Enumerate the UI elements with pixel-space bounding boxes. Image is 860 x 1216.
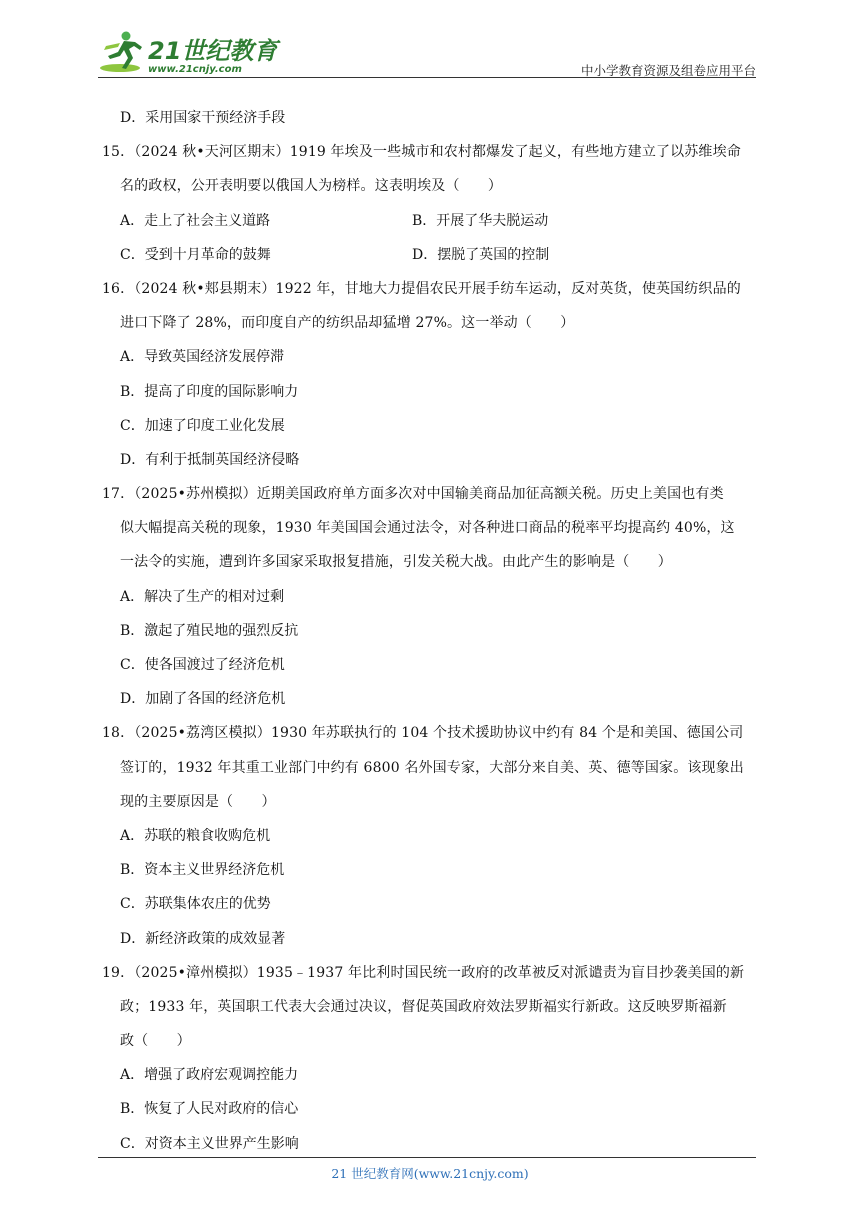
question-16 bbox=[102, 272, 762, 477]
question-stem-line: 18．（2025•荔湾区模拟）1930 年苏联执行的 104 个技术援助协议中约有 84 个是和美国、德国公司 bbox=[102, 725, 744, 742]
option-row bbox=[102, 204, 762, 238]
question-stem-line: 进口下降了 28%，而印度自产的纺织品却猛增 27%。这一举动（ ） bbox=[120, 315, 575, 332]
option-b: B．提高了印度的国际影响力 bbox=[120, 383, 299, 400]
option-a: A．走上了社会主义道路 bbox=[120, 212, 271, 229]
page-header bbox=[98, 28, 756, 78]
option-a: A．解决了生产的相对过剩 bbox=[120, 588, 285, 605]
option-c: C．对资本主义世界产生影响 bbox=[120, 1135, 299, 1152]
option-d: D．有利于抵制英国经济侵略 bbox=[120, 451, 300, 468]
question-stem-line: 政（ ） bbox=[120, 1033, 191, 1050]
question-17 bbox=[102, 477, 762, 716]
header-divider bbox=[98, 77, 756, 78]
question-stem-line: 17．（2025•苏州模拟）近期美国政府单方面多次对中国输美商品加征高额关税。历史上美国也有类 bbox=[102, 486, 724, 503]
footer-divider bbox=[98, 1157, 756, 1158]
q14-option-d: D．采用国家干预经济手段 bbox=[120, 110, 286, 126]
option-c: C．苏联集体农庄的优势 bbox=[120, 896, 271, 913]
runner-icon bbox=[100, 32, 142, 73]
question-stem-line: 政；1933 年，英国职工代表大会通过决议，督促英国政府效法罗斯福实行新政。这反映罗斯福新 bbox=[120, 998, 727, 1015]
21cnjy-logo bbox=[98, 28, 278, 78]
option-c: C．加速了印度工业化发展 bbox=[120, 417, 285, 434]
question-stem-line: 15．（2024 秋•天河区期末）1919 年埃及一些城市和农村都爆发了起义，有些地方建立了以苏维埃命 bbox=[102, 144, 741, 161]
option-b: B．激起了殖民地的强烈反抗 bbox=[120, 622, 299, 639]
option-b: B．资本主义世界经济危机 bbox=[120, 862, 285, 879]
question-19 bbox=[102, 956, 762, 1161]
question-stem-line: 名的政权，公开表明要以俄国人为榜样。这表明埃及（ ） bbox=[120, 178, 503, 195]
option-d: D．新经济政策的成效显著 bbox=[120, 930, 286, 947]
option-a: A．导致英国经济发展停滞 bbox=[120, 349, 285, 366]
platform-name: 中小学教育资源及组卷应用平台 bbox=[580, 63, 756, 78]
option-row bbox=[102, 238, 762, 272]
question-stem-line: 现的主要原因是（ ） bbox=[120, 793, 276, 810]
page-footer: 21 世纪教育网(www.21cnjy.com) bbox=[331, 1166, 529, 1181]
logo-url: www.21cnjy.com bbox=[148, 64, 242, 75]
question-stem-line: 一法令的实施，遭到许多国家采取报复措施，引发关税大战。由此产生的影响是（ ） bbox=[120, 554, 672, 571]
question-15 bbox=[102, 135, 762, 272]
option-d: D．摆脱了英国的控制 bbox=[412, 246, 550, 263]
option-a: A．苏联的粮食收购危机 bbox=[120, 827, 271, 844]
question-stem-line: 似大幅提高关税的现象，1930 年美国国会通过法令，对各种进口商品的税率平均提高约 40%，这 bbox=[120, 520, 735, 537]
option-b: B．开展了华夫脱运动 bbox=[412, 212, 549, 229]
question-stem-line: 16．（2024 秋•郏县期末）1922 年，甘地大力提倡农民开展手纺车运动，反对英货，使英国纺织品的 bbox=[102, 280, 741, 297]
option-a: A．增强了政府宏观调控能力 bbox=[120, 1067, 299, 1084]
option-c: C．使各国渡过了经济危机 bbox=[120, 657, 285, 673]
question-18 bbox=[102, 716, 762, 955]
option-d: D．加剧了各国的经济危机 bbox=[120, 691, 286, 708]
question-stem-line: 签订的，1932 年其重工业部门中约有 6800 名外国专家，大部分来自美、英、德等国家。该现象出 bbox=[120, 759, 744, 776]
option-c: C．受到十月革命的鼓舞 bbox=[120, 246, 271, 263]
option-b: B．恢复了人民对政府的信心 bbox=[120, 1101, 299, 1118]
question-stem-line: 19．（2025•漳州模拟）1935﹣1937 年比利时国民统一政府的改革被反对派谴责为盲目抄袭美国的新 bbox=[102, 964, 745, 981]
logo-text: 21世纪教育 bbox=[148, 37, 278, 65]
question-list bbox=[102, 101, 762, 1161]
